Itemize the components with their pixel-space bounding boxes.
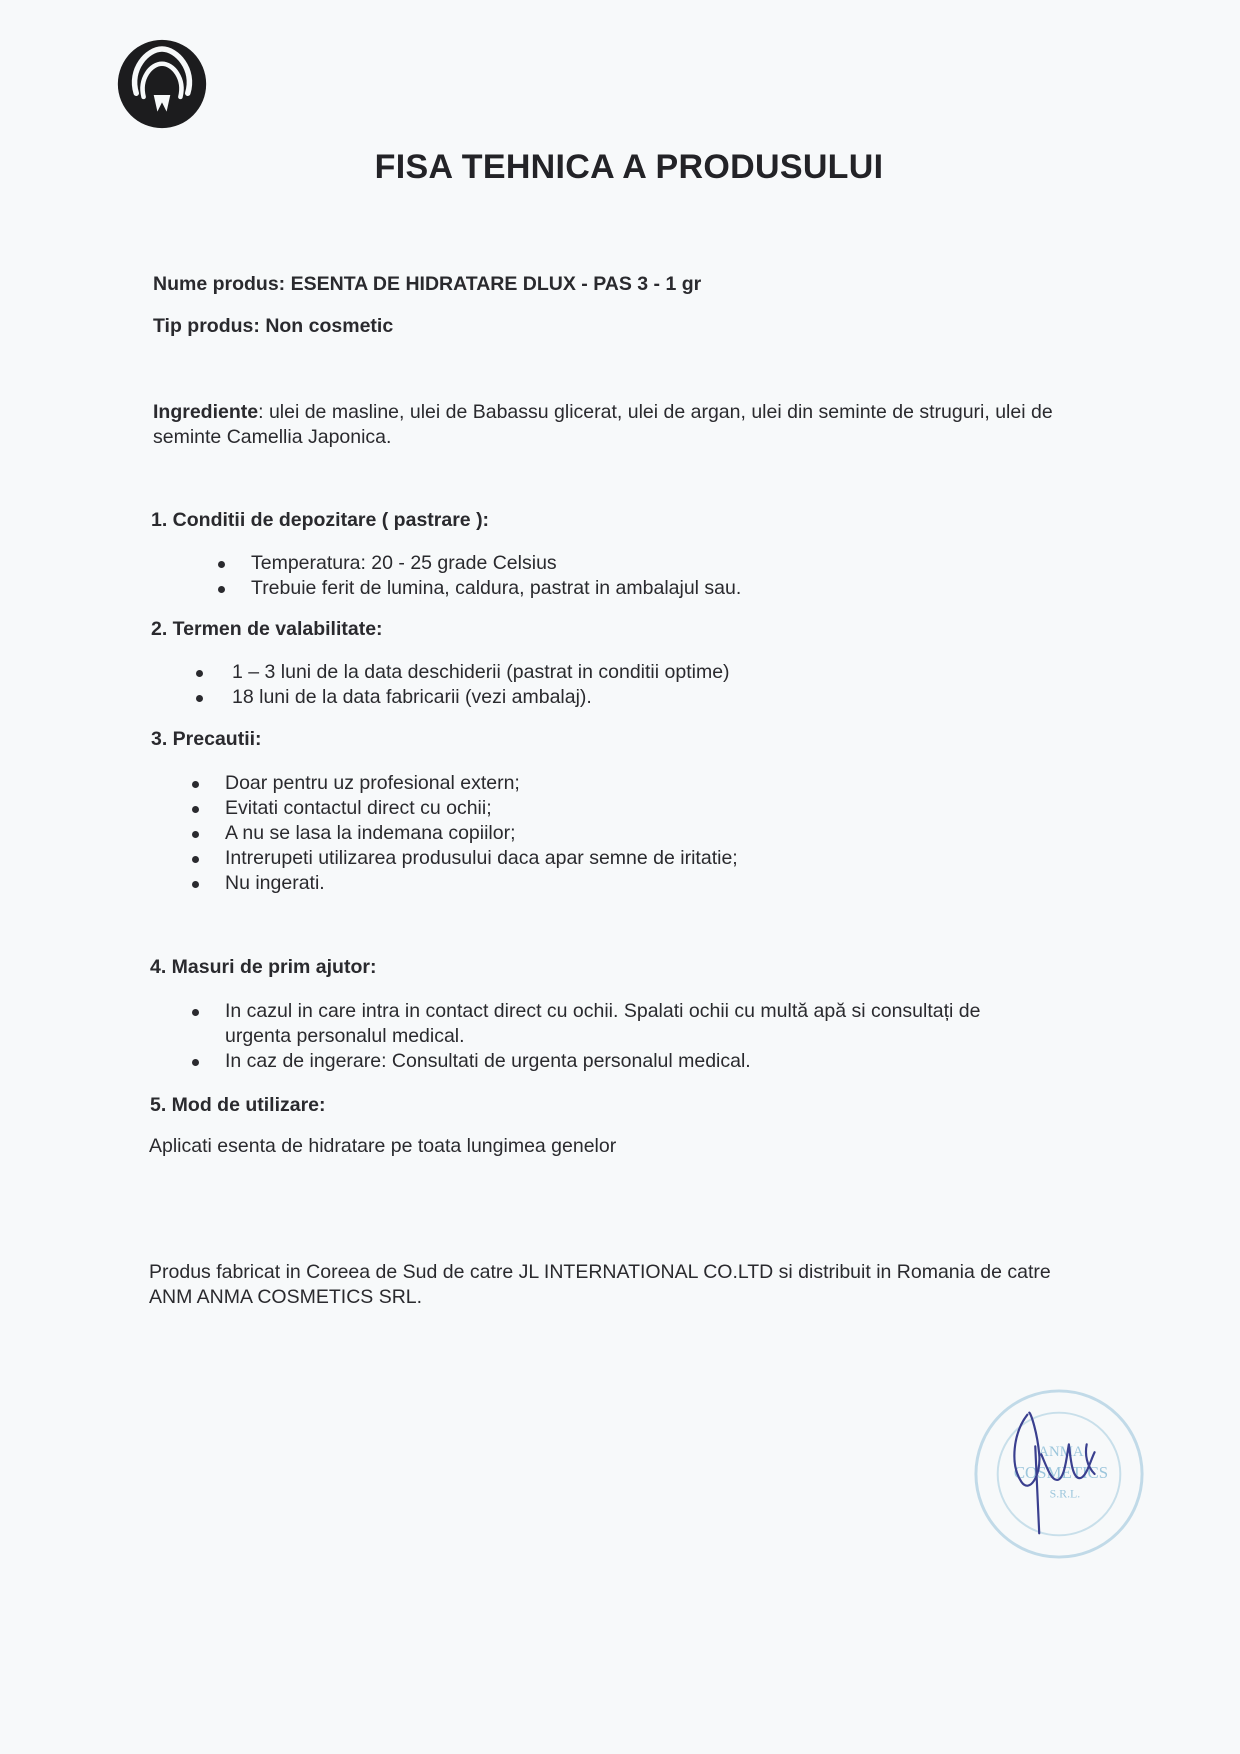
manufacturer-note: Produs fabricat in Coreea de Sud de catre JL INTERNATIONAL CO.LTD si distribuit in Romania de catre ANM ANMA COSMETICS SRL. — [149, 1261, 1051, 1308]
product-type-line — [153, 314, 393, 339]
validity-heading: 2. Termen de valabilitate: — [151, 618, 383, 640]
ingredients-paragraph — [153, 400, 1103, 450]
list-item: Doar pentru uz profesional extern; — [192, 771, 738, 796]
list-item: In caz de ingerare: Consultati de urgenta personalul medical. — [192, 1049, 1052, 1074]
list-item: Evitati contactul direct cu ochii; — [192, 796, 738, 821]
list-item: Trebuie ferit de lumina, caldura, pastrat in ambalajul sau. — [218, 576, 741, 601]
ingredients-label: Ingrediente — [153, 401, 259, 423]
precautions-list — [192, 771, 738, 896]
company-stamp-icon — [970, 1385, 1148, 1563]
storage-heading: 1. Conditii de depozitare ( pastrare ): — [151, 509, 490, 531]
list-item: In cazul in care intra in contact direct cu ochii. Spalati ochii cu multă apă si consultați de urgenta personalul medical. — [192, 999, 1052, 1049]
product-name-line — [153, 272, 701, 297]
stamp-line: S.R.L. — [1049, 1486, 1081, 1501]
validity-list — [196, 660, 730, 710]
brand-logo-icon — [116, 38, 208, 130]
list-item: Intrerupeti utilizarea produsului daca apar semne de iritatie; — [192, 846, 738, 871]
product-type-value: Non cosmetic — [265, 315, 394, 337]
first-aid-list — [192, 999, 1052, 1074]
list-item: 1 – 3 luni de la data deschiderii (pastrat in conditii optime) — [196, 660, 730, 685]
usage-heading: 5. Mod de utilizare: — [150, 1094, 326, 1116]
stamp-line: ANMA — [1038, 1444, 1084, 1461]
list-item: Nu ingerati. — [192, 871, 738, 896]
list-item: 18 luni de la data fabricarii (vezi ambalaj). — [196, 685, 730, 710]
product-type-label: Tip produs: — [153, 315, 260, 337]
list-item: A nu se lasa la indemana copiilor; — [192, 821, 738, 846]
list-item: Temperatura: 20 - 25 grade Celsius — [218, 551, 741, 576]
precautions-heading: 3. Precautii: — [151, 728, 262, 750]
storage-list — [218, 551, 741, 601]
product-name-value: ESENTA DE HIDRATARE DLUX - PAS 3 - 1 gr — [290, 273, 702, 295]
first-aid-heading: 4. Masuri de prim ajutor: — [150, 956, 377, 978]
stamp-line: COSMETICS — [1013, 1462, 1109, 1482]
ingredients-text: : ulei de masline, ulei de Babassu glicerat, ulei de argan, ulei din seminte de struguri, ulei de seminte Camellia Japonica. — [153, 401, 1053, 448]
page-title: FISA TEHNICA A PRODUSULUI — [374, 148, 884, 186]
product-name-label: Nume produs: — [153, 273, 286, 295]
usage-text: Aplicati esenta de hidratare pe toata lungimea genelor — [149, 1135, 617, 1157]
